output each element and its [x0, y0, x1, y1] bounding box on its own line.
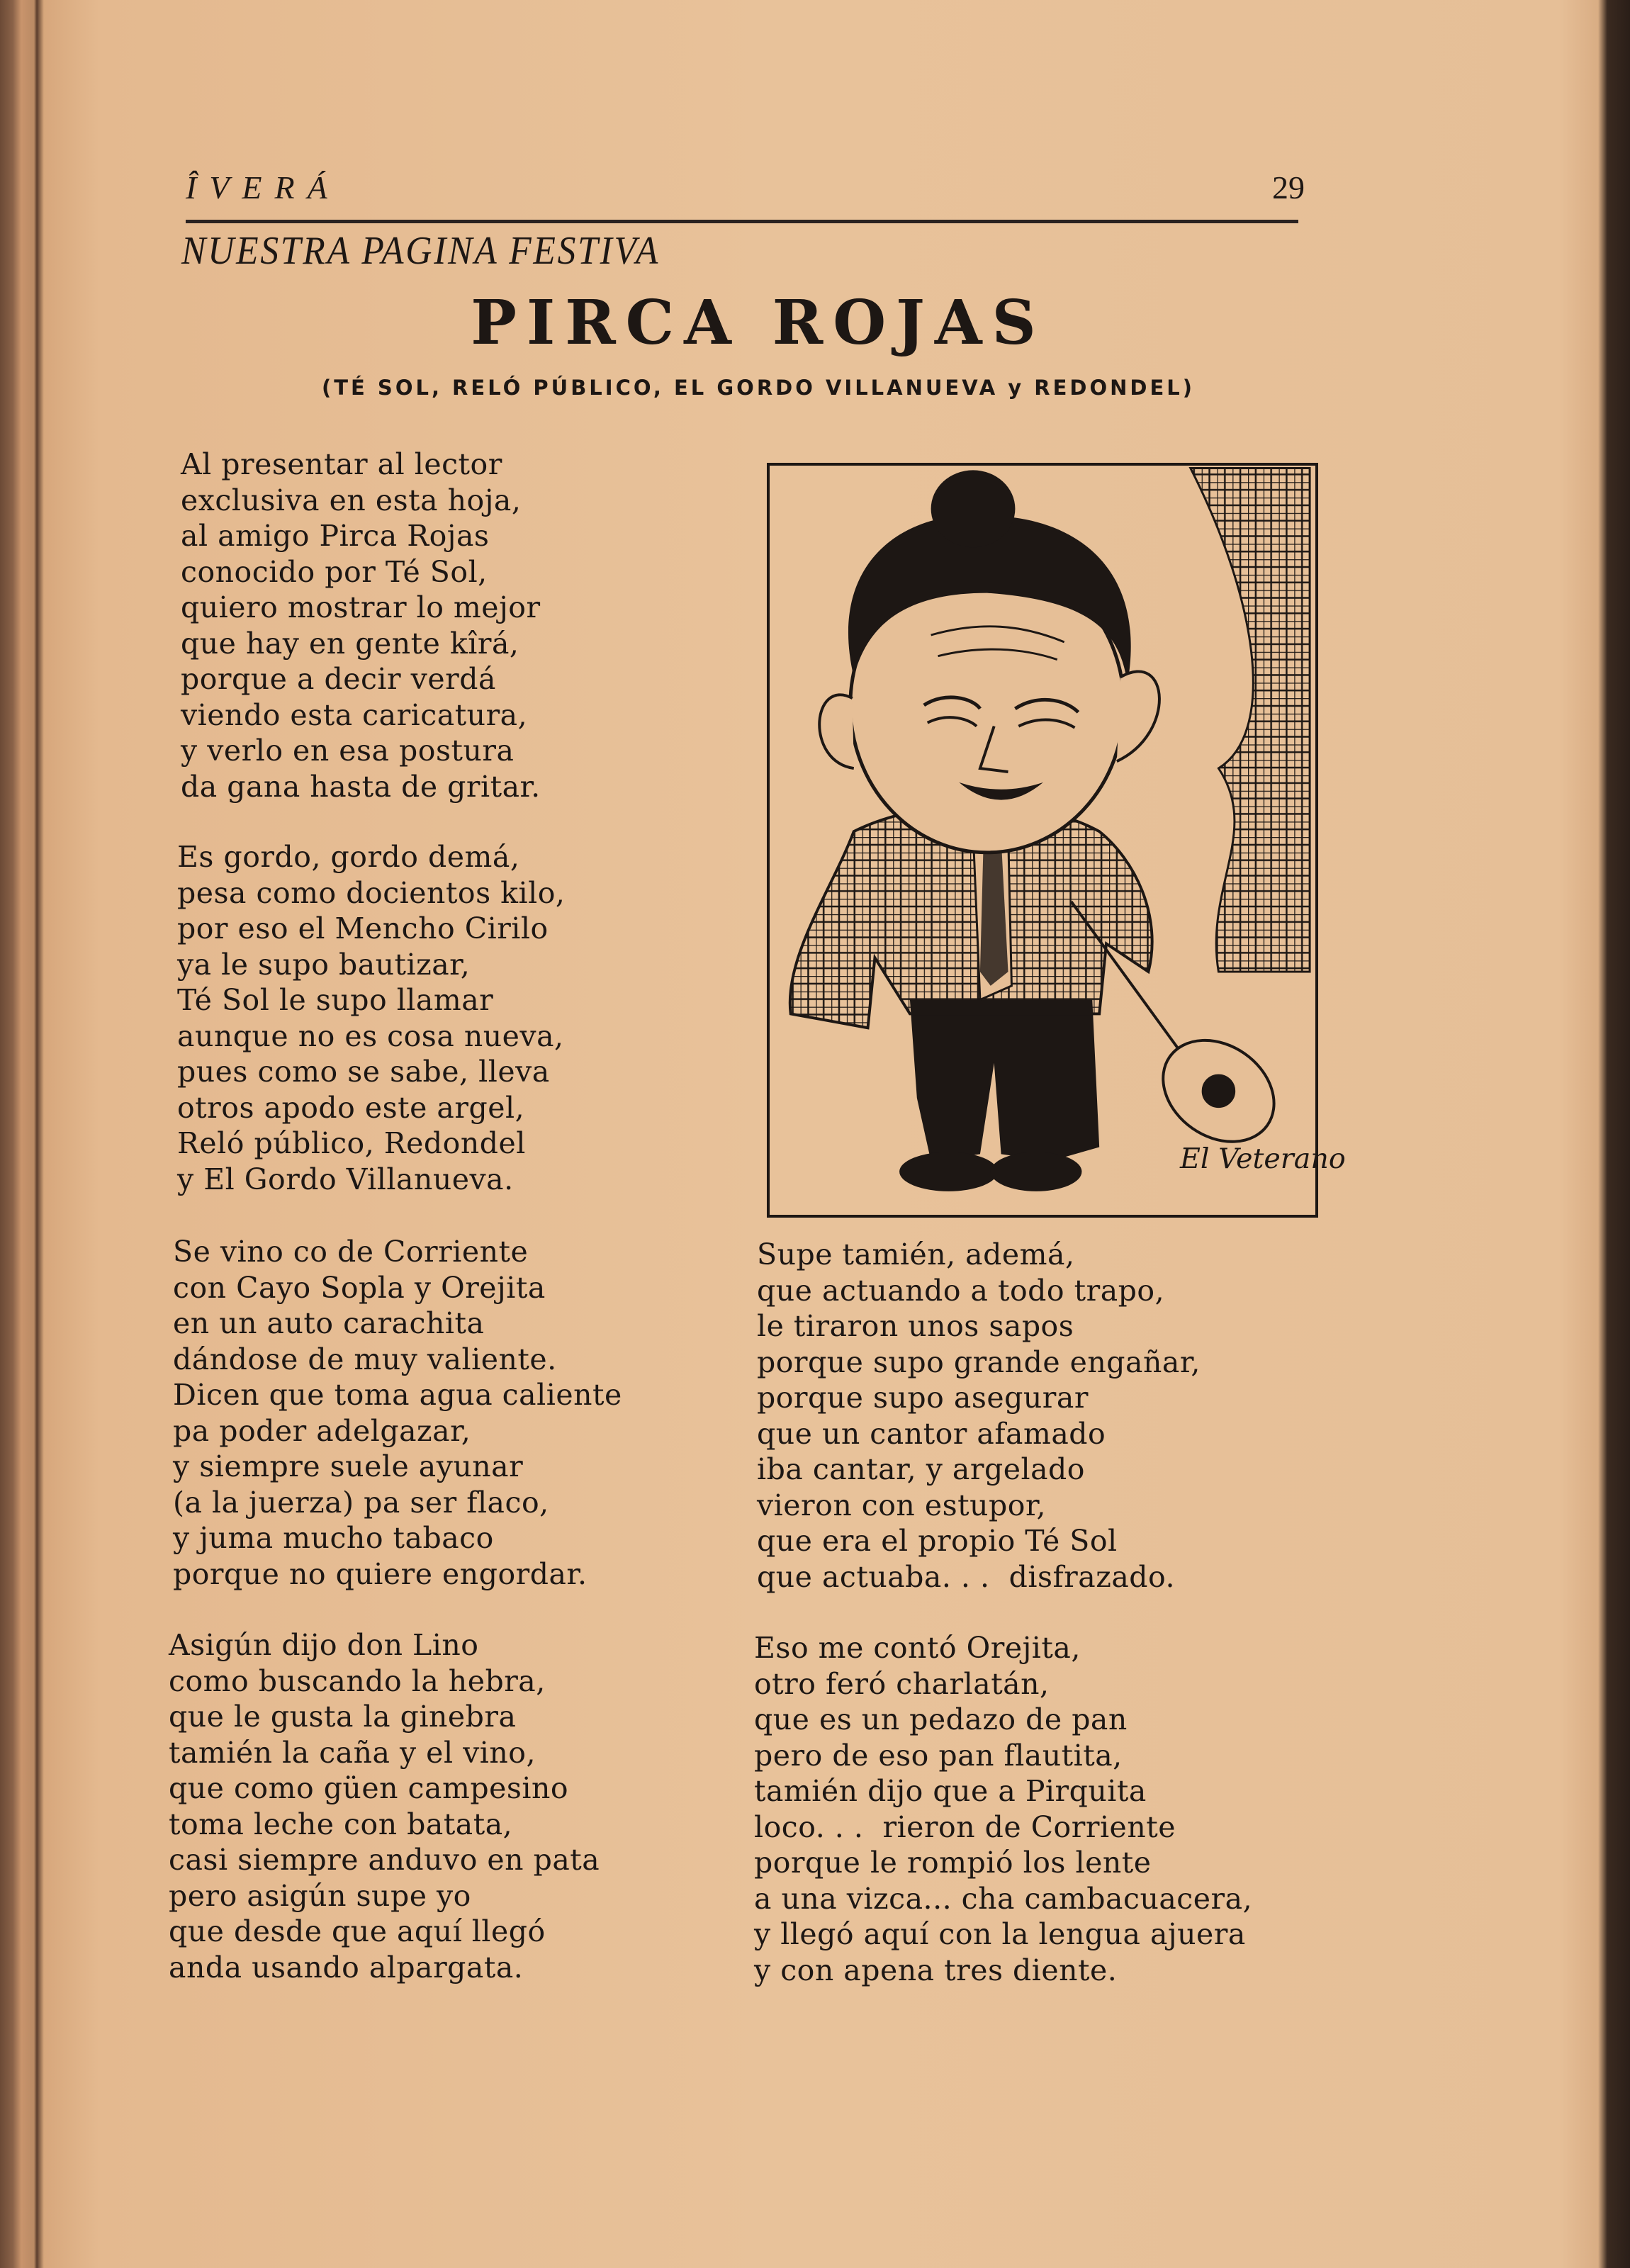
- verse-line: le tiraron unos sapos: [757, 1309, 1074, 1343]
- verse-line: ya le supo bautizar,: [177, 947, 471, 982]
- verse-line: tamién la caña y el vino,: [169, 1735, 536, 1770]
- verse-line: que desde que aquí llegó: [169, 1914, 546, 1948]
- verse-line: viendo esta caricatura,: [181, 697, 528, 732]
- header-rule: [186, 220, 1298, 223]
- verse-line: vieron con estupor,: [757, 1488, 1047, 1522]
- verse-line: Se vino co de Corriente: [173, 1235, 529, 1269]
- page-number: 29: [1272, 169, 1305, 206]
- verse-line: a una vizca... cha cambacuacera,: [754, 1881, 1253, 1916]
- verse-line: tamién dijo que a Pirquita: [754, 1774, 1147, 1808]
- artist-signature: El Veterano: [1179, 1143, 1346, 1176]
- verse-line: y juma mucho tabaco: [173, 1521, 494, 1555]
- verse-line: como buscando la hebra,: [169, 1663, 546, 1698]
- hair-bun: [931, 470, 1016, 547]
- verse-line: que actuando a todo trapo,: [757, 1273, 1165, 1308]
- verse-line: aunque no es cosa nueva,: [177, 1018, 564, 1053]
- stanza: [177, 839, 565, 1197]
- article-title: PIRCA ROJAS: [471, 287, 1046, 359]
- verse-line: porque no quiere engordar.: [173, 1556, 588, 1591]
- verse-line: Supe tamién, ademá,: [757, 1237, 1075, 1271]
- verse-line: Al presentar al lector: [181, 447, 502, 481]
- verse-line: que era el propio Té Sol: [757, 1524, 1118, 1558]
- verse-line: conocido por Té Sol,: [181, 554, 488, 589]
- verse-line: Té Sol le supo llamar: [177, 983, 494, 1017]
- verse-line: que le gusta la ginebra: [169, 1700, 517, 1734]
- stanza: [181, 447, 541, 804]
- verse-line: y verlo en esa postura: [181, 734, 515, 768]
- stanza: [757, 1237, 1201, 1595]
- verse-line: que un cantor afamado: [757, 1416, 1106, 1451]
- verse-line: da gana hasta de gritar.: [181, 769, 541, 804]
- verse-line: porque le rompió los lente: [754, 1846, 1152, 1880]
- verse-line: Es gordo, gordo demá,: [177, 840, 520, 874]
- verse-line: que actuaba. . . disfrazado.: [757, 1559, 1176, 1594]
- verse-line: loco. . . rieron de Corriente: [754, 1809, 1176, 1844]
- verse-line: con Cayo Sopla y Orejita: [173, 1270, 546, 1305]
- verse-line: pues como se sabe, lleva: [177, 1055, 550, 1089]
- caricature-illustration: [767, 463, 1346, 1218]
- curtain: [1191, 468, 1310, 972]
- verse-line: toma leche con batata,: [169, 1807, 513, 1841]
- section-title: NUESTRA PAGINA FESTIVA: [181, 229, 661, 273]
- article-subtitle: (TÉ SOL, RELÓ PÚBLICO, EL GORDO VILLANUEVA y REDONDEL): [321, 376, 1196, 400]
- verse-line: y con apena tres diente.: [754, 1953, 1118, 1987]
- verse-line: Asigún dijo don Lino: [169, 1628, 479, 1662]
- verse-line: pero asigún supe yo: [169, 1878, 471, 1913]
- verse-line: Dicen que toma agua caliente: [173, 1378, 622, 1412]
- verse-line: y siempre suele ayunar: [173, 1449, 524, 1483]
- verse-line: y llegó aquí con la lengua ajuera: [754, 1917, 1246, 1951]
- verse-line: pa poder adelgazar,: [173, 1413, 471, 1448]
- verse-line: porque supo grande engañar,: [757, 1344, 1201, 1379]
- verse-line: al amigo Pirca Rojas: [181, 519, 490, 553]
- verse-line: pero de eso pan flautita,: [754, 1738, 1123, 1773]
- verse-line: iba cantar, y argelado: [757, 1452, 1085, 1486]
- verse-line: Eso me contó Orejita,: [754, 1631, 1081, 1665]
- verse-line: por eso el Mencho Cirilo: [177, 911, 549, 945]
- verse-line: y El Gordo Villanueva.: [177, 1162, 514, 1196]
- verse-line: otros apodo este argel,: [177, 1090, 525, 1125]
- verse-line: que como güen campesino: [169, 1771, 569, 1805]
- verse-line: anda usando alpargata.: [169, 1950, 524, 1984]
- verse-line: casi siempre anduvo en pata: [169, 1843, 600, 1877]
- verse-line: que es un pedazo de pan: [754, 1702, 1128, 1736]
- verse-line: porque a decir verdá: [181, 662, 496, 696]
- verse-line: dándose de muy valiente.: [173, 1342, 557, 1376]
- verse-line: pesa como docientos kilo,: [177, 875, 566, 910]
- verse-line: Reló público, Redondel: [177, 1126, 526, 1160]
- verse-line: porque supo asegurar: [757, 1381, 1089, 1415]
- verse-line: (a la juerza) pa ser flaco,: [173, 1485, 549, 1520]
- verse-line: en un auto carachita: [173, 1306, 485, 1340]
- verse-line: exclusiva en esta hoja,: [181, 483, 522, 517]
- stanza: [754, 1630, 1252, 1988]
- verse-line: otro feró charlatán,: [754, 1666, 1050, 1701]
- caricature-drawing: [770, 466, 1346, 1215]
- verse-line: que hay en gente kîrá,: [181, 626, 519, 661]
- running-title: ÎVERÁ: [186, 169, 340, 206]
- verse-line: quiero mostrar lo mejor: [181, 590, 541, 624]
- stanza: [173, 1234, 622, 1592]
- stanza: [169, 1627, 600, 1985]
